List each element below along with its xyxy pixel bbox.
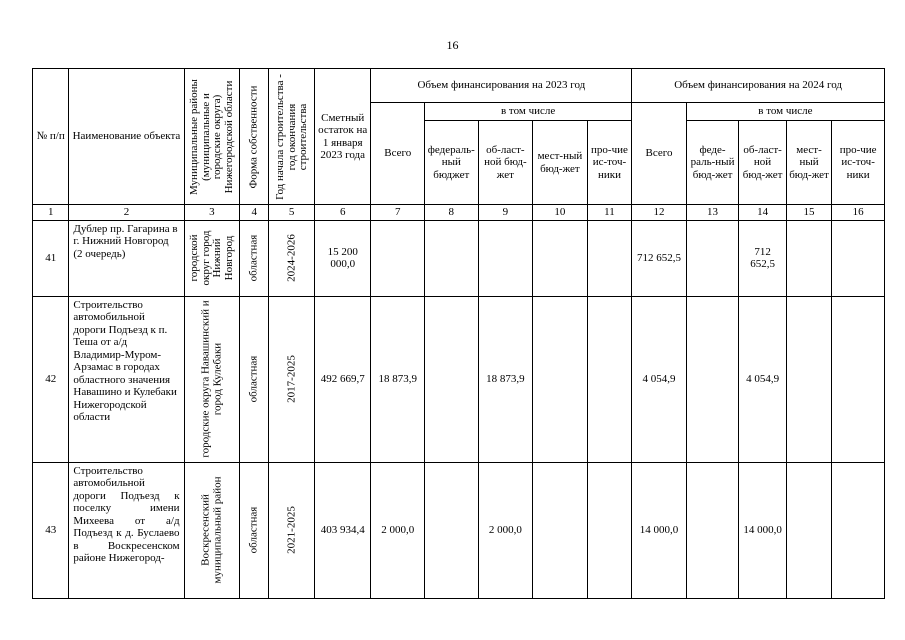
row-number: 43 [33,462,69,598]
column-number: 2 [69,205,184,221]
balance-cell: 403 934,4 [314,462,371,598]
column-number: 6 [314,205,371,221]
header-years [269,69,314,205]
municipality-text: Воскресенский муниципальный район [199,476,223,584]
municipality-text: городской округ город Нижний Новгород [187,230,235,286]
table-row [33,462,885,598]
row-number: 41 [33,220,69,296]
ownership-cell [240,296,269,462]
header-total-2023: Всего [371,103,425,205]
ownership-cell [240,220,269,296]
local-2023-cell [533,220,588,296]
federal-2023-cell [425,296,479,462]
table-row [33,296,885,462]
column-number: 9 [478,205,533,221]
ownership-text: областная [247,506,260,554]
header-municipality-text: Муниципальные районы (муниципальные и городские округа) Нижегородской области [187,78,235,195]
header-group-2023: Объем финансирования на 2023 год [371,69,632,103]
header-regional-2024: об-ласт-ной бюд-жет [739,121,786,205]
column-number: 12 [632,205,687,221]
years-text: 2017-2025 [284,355,297,403]
header-total-2024: Всего [632,103,687,205]
municipality-cell [184,296,240,462]
header-local-2024: мест-ный бюд-жет [786,121,831,205]
years-text: 2021-2025 [284,506,297,554]
table-row [33,220,885,296]
other-2023-cell [587,220,632,296]
header-ownership-text: Форма собственности [247,85,260,188]
other-2023-cell [587,462,632,598]
financing-table [32,68,885,599]
column-number: 4 [240,205,269,221]
years-cell [269,296,314,462]
object-name: Строительство автомобильной дороги Подъезд к поселку имени Михеева от а/д Подъезд к д. Буслаево в Воскресенском районе Нижегород- [69,462,184,598]
years-cell [269,462,314,598]
ownership-text: областная [247,355,260,403]
header-incl-2024: в том числе [686,103,884,121]
object-name: Дублер пр. Гагарина в г. Нижний Новгород (2 очередь) [69,220,184,296]
header-ownership [240,69,269,205]
municipality-cell [184,462,240,598]
header-federal-2024: феде-раль-ный бюд-жет [686,121,739,205]
federal-2023-cell [425,220,479,296]
regional-2023-cell: 18 873,9 [478,296,533,462]
years-cell [269,220,314,296]
federal-2024-cell [686,220,739,296]
column-number: 8 [425,205,479,221]
total-2024-cell: 14 000,0 [632,462,687,598]
regional-2023-cell: 2 000,0 [478,462,533,598]
header-local-2023: мест-ный бюд-жет [533,121,588,205]
other-2024-cell [832,462,885,598]
regional-2023-cell [478,220,533,296]
header-no: № п/п [33,69,69,205]
balance-cell: 15 200 000,0 [314,220,371,296]
column-number: 14 [739,205,786,221]
municipality-text: городские округа Навашинский и город Кулебаки [199,300,223,458]
column-number: 10 [533,205,588,221]
column-number-row [33,205,885,221]
years-text: 2024-2026 [284,234,297,282]
column-number: 11 [587,205,632,221]
local-2024-cell [786,462,831,598]
total-2023-cell: 2 000,0 [371,462,425,598]
other-2024-cell [832,220,885,296]
regional-2024-cell: 712 652,5 [739,220,786,296]
header-balance: Сметный остаток на 1 января 2023 года [314,69,371,205]
header-federal-2023: федераль-ный бюджет [425,121,479,205]
total-2023-cell: 18 873,9 [371,296,425,462]
ownership-cell [240,462,269,598]
local-2024-cell [786,220,831,296]
federal-2023-cell [425,462,479,598]
header-row-1 [33,69,885,103]
column-number: 15 [786,205,831,221]
header-name: Наименование объекта [69,69,184,205]
total-2023-cell [371,220,425,296]
other-2023-cell [587,296,632,462]
balance-cell: 492 669,7 [314,296,371,462]
municipality-cell [184,220,240,296]
header-municipality [184,69,240,205]
ownership-text: областная [247,234,260,282]
header-other-2024: про-чие ис-точ-ники [832,121,885,205]
total-2024-cell: 712 652,5 [632,220,687,296]
page-number: 16 [446,38,459,52]
column-number: 7 [371,205,425,221]
other-2024-cell [832,296,885,462]
header-other-2023: про-чие ис-точ-ники [587,121,632,205]
column-number: 16 [832,205,885,221]
object-name: Строительство автомобильной дороги Подъезд к п. Теша от а/д Владимир-Муром-Арзамас в городах областного значения Навашино и Кулебаки Нижегородской области [69,296,184,462]
local-2023-cell [533,462,588,598]
regional-2024-cell: 14 000,0 [739,462,786,598]
header-group-2024: Объем финансирования на 2024 год [632,69,885,103]
header-years-text: Год начала строительства - год окончания строительства [273,73,309,200]
local-2024-cell [786,296,831,462]
federal-2024-cell [686,296,739,462]
total-2024-cell: 4 054,9 [632,296,687,462]
column-number: 1 [33,205,69,221]
row-number: 42 [33,296,69,462]
header-incl-2023: в том числе [425,103,632,121]
column-number: 5 [269,205,314,221]
column-number: 3 [184,205,240,221]
header-regional-2023: об-ласт-ной бюд-жет [478,121,533,205]
federal-2024-cell [686,462,739,598]
column-number: 13 [686,205,739,221]
regional-2024-cell: 4 054,9 [739,296,786,462]
local-2023-cell [533,296,588,462]
